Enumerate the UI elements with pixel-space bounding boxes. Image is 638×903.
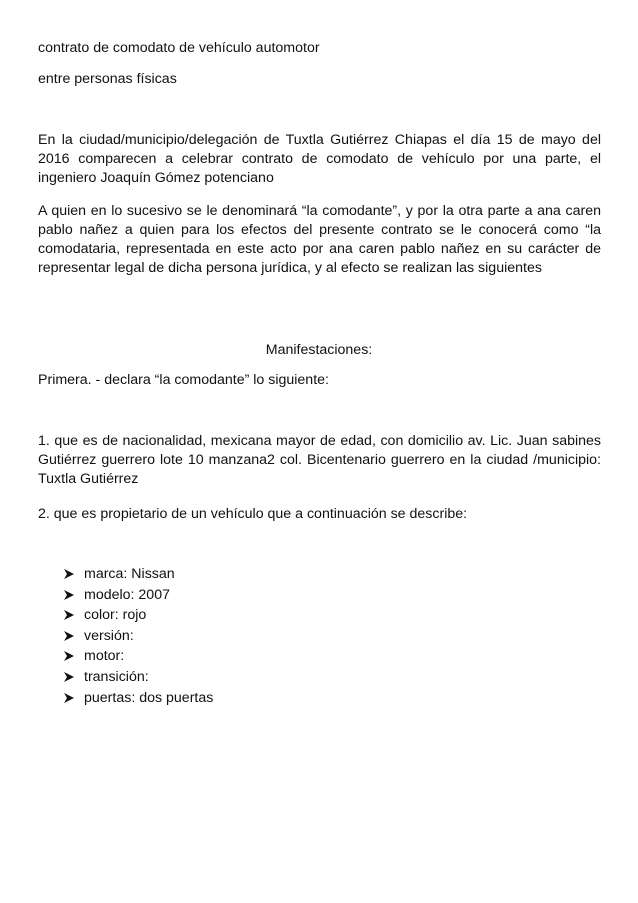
vehicle-description-list: [62, 565, 213, 709]
vehicle-item-engine: motor:: [84, 648, 125, 665]
list-item: [62, 586, 213, 607]
arrowhead-bullet-icon: [62, 691, 84, 705]
title-line-2: entre personas físicas: [38, 71, 177, 87]
second-paragraph: A quien en lo sucesivo se le denominará “la comodante”, y por la otra parte a ana caren pablo nañez a quien para los efectos del presente contrato se le conocerá como “la comodataria, representada en este acto por ana caren pablo nañez en su carácter de representar legal de dicha persona jurídica, y al efecto se realizan las siguientes: [38, 203, 601, 276]
vehicle-item-color: color: rojo: [84, 607, 147, 624]
vehicle-item-brand: marca: Nissan: [84, 566, 175, 582]
list-item: [62, 606, 213, 627]
intro-paragraph: En la ciudad/municipio/delegación de Tuxtla Gutiérrez Chiapas el día 15 de mayo del 2016 comparecen a celebrar contrato de comodato de vehículo por una parte, el ingeniero Joaquín Gómez potenciano: [38, 132, 601, 186]
list-item: [62, 627, 213, 648]
arrowhead-bullet-icon: [62, 567, 84, 581]
vehicle-item-version: versión:: [84, 627, 134, 644]
arrowhead-bullet-icon: [62, 649, 84, 663]
vehicle-item-doors: puertas: dos puertas: [84, 689, 214, 706]
point-2: 2. que es propietario de un vehículo que a continuación se describe:: [38, 506, 468, 522]
list-item: [62, 647, 213, 668]
first-declaration: Primera. - declara “la comodante” lo siguiente:: [38, 372, 329, 388]
vehicle-item-model: modelo: 2007: [84, 586, 170, 603]
arrowhead-bullet-icon: [62, 670, 84, 684]
vehicle-item-transmission: transición:: [84, 668, 149, 685]
arrowhead-bullet-icon: [62, 588, 84, 602]
list-item: [62, 565, 213, 586]
section-heading: Manifestaciones:: [265, 342, 373, 358]
title-line-1: contrato de comodato de vehículo automotor: [38, 40, 320, 56]
arrowhead-bullet-icon: [62, 608, 84, 622]
arrowhead-bullet-icon: [62, 629, 84, 643]
list-item: [62, 689, 213, 710]
list-item: [62, 668, 213, 689]
point-1: 1. que es de nacionalidad, mexicana mayor de edad, con domicilio av. Lic. Juan sabines Gutiérrez guerrero lote 10 manzana2 col. Bicentenario guerrero en la ciudad /municipio: Tuxtla Gutiérrez: [38, 433, 601, 487]
